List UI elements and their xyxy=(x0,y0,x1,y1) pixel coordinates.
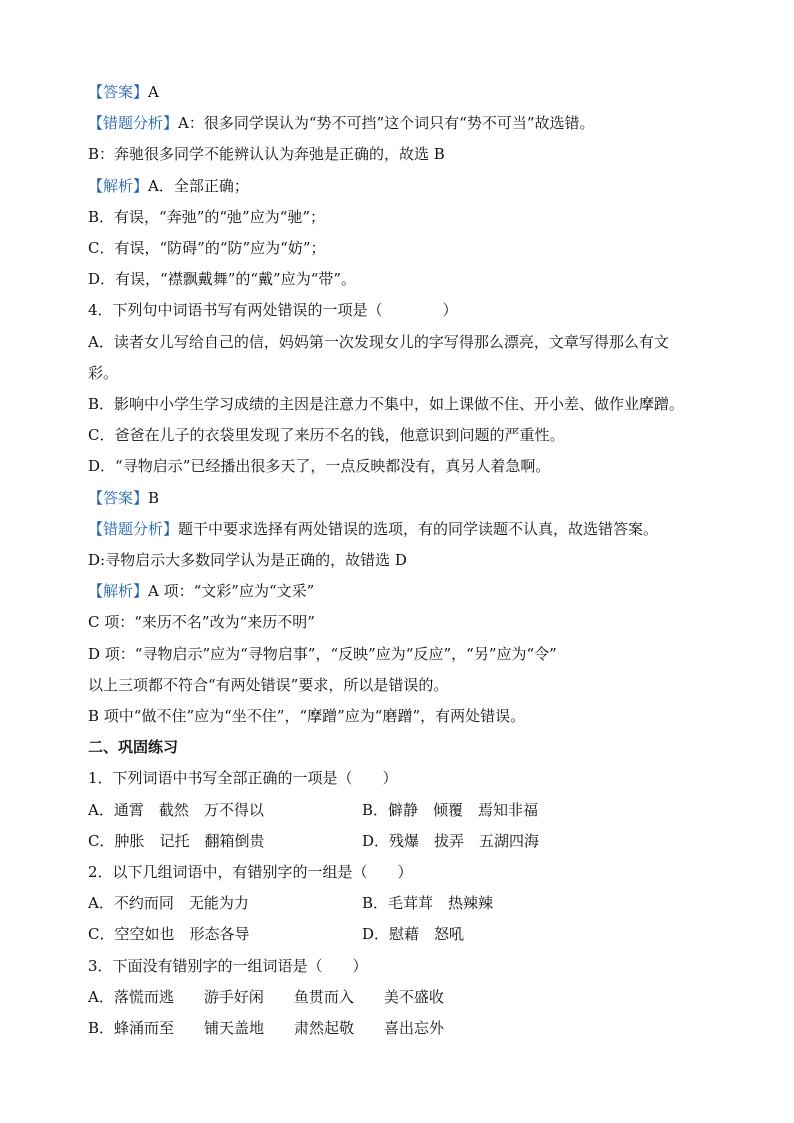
option-a: A．落慌而逃 游手好闲 鱼贯而入 美不盛收 xyxy=(88,988,444,1006)
question-stem: 1．下列词语中书写全部正确的一项是（ ） xyxy=(88,769,398,787)
analysis-line: D 项：“寻物启示”应为“寻物启事”，“反映”应为“反应”，“另”应为“令” xyxy=(88,645,557,663)
answer-line xyxy=(88,488,734,508)
analysis-line: B 项中“做不住”应为“坐不住”，“摩蹭”应为“磨蹭”，有两处错误。 xyxy=(88,707,526,725)
option-b: B．蜂涌而至 铺天盖地 肃然起敬 喜出忘外 xyxy=(88,1019,445,1037)
question-stem: 4．下列句中词语书写有两处错误的一项是（ ） xyxy=(88,301,458,319)
option-c: C．肿胀 记托 翻箱倒贵 xyxy=(88,832,265,850)
analysis-line: B．有误，“奔弛”的“弛”应为“驰”； xyxy=(88,208,326,226)
analysis-line: C 项：“来历不名”改为“来历不明” xyxy=(88,613,315,631)
analysis-line: C．有误，“防碍”的“防”应为“妨”； xyxy=(88,239,326,257)
mistake-analysis-line xyxy=(88,519,734,539)
mistake-analysis-tag: 【错题分析】 xyxy=(88,114,179,132)
analysis-line xyxy=(88,176,734,196)
mistake-analysis-tag: 【错题分析】 xyxy=(88,520,179,538)
analysis-text: A 项：“文彩”应为“文采” xyxy=(148,582,315,600)
option-d: D．残爆 拔弄 五湖四海 xyxy=(362,832,540,850)
answer-line xyxy=(88,82,734,102)
option-b: B．僻静 倾覆 焉知非福 xyxy=(362,801,539,819)
analysis-line: D．有误，“襟飘戴舞”的“戴”应为“带”。 xyxy=(88,270,357,288)
answer-tag: 【答案】 xyxy=(88,489,149,507)
mistake-analysis-text: 题干中要求选择有两处错误的选项，有的同学读题不认真，故选错答案。 xyxy=(178,520,659,538)
analysis-text: A．全部正确； xyxy=(148,177,249,195)
option-b: B．影响中小学生学习成绩的主因是注意力不集中，如上课做不住、开小差、做作业摩蹭。 xyxy=(88,395,685,413)
mistake-analysis-line xyxy=(88,113,734,133)
option-a-cont: 彩。 xyxy=(88,364,119,382)
option-b: B．毛茸茸 热辣辣 xyxy=(362,894,494,912)
option-a: A．不约而同 无能为力 xyxy=(88,894,249,912)
option-a: A．通霄 截然 万不得以 xyxy=(88,801,264,819)
answer-tag: 【答案】 xyxy=(88,83,149,101)
analysis-tag: 【解析】 xyxy=(88,582,149,600)
option-d: D．慰藉 怒吼 xyxy=(362,925,465,943)
question-stem: 2．以下几组词语中，有错别字的一组是（ ） xyxy=(88,863,413,881)
mistake-analysis-text: A：很多同学误认为“势不可挡”这个词只有“势不可当”故选错。 xyxy=(178,114,595,132)
section-heading: 二、巩固练习 xyxy=(88,738,179,756)
analysis-line: 以上三项都不符合“有两处错误”要求，所以是错误的。 xyxy=(88,676,449,694)
mistake-analysis-text-2: D:寻物启示大多数同学认为是正确的，故错选 D xyxy=(88,551,407,569)
option-d: D．“寻物启示”已经播出很多天了，一点反映都没有，真另人着急啊。 xyxy=(88,457,551,475)
question-stem: 3．下面没有错别字的一组词语是（ ） xyxy=(88,957,368,975)
mistake-analysis-text-2: B：奔驰很多同学不能辨认认为奔弛是正确的，故选 B xyxy=(88,145,445,163)
analysis-line xyxy=(88,581,734,601)
option-a: A．读者女儿写给自己的信，妈妈第一次发现女儿的字写得那么漂亮，文章写得那么有文 xyxy=(88,333,669,351)
option-c: C．空空如也 形态各导 xyxy=(88,925,250,943)
answer-value: B xyxy=(148,489,160,507)
option-c: C．爸爸在儿子的衣袋里发现了来历不名的钱，他意识到问题的严重性。 xyxy=(88,426,565,444)
answer-value: A xyxy=(148,83,159,101)
analysis-tag: 【解析】 xyxy=(88,177,149,195)
